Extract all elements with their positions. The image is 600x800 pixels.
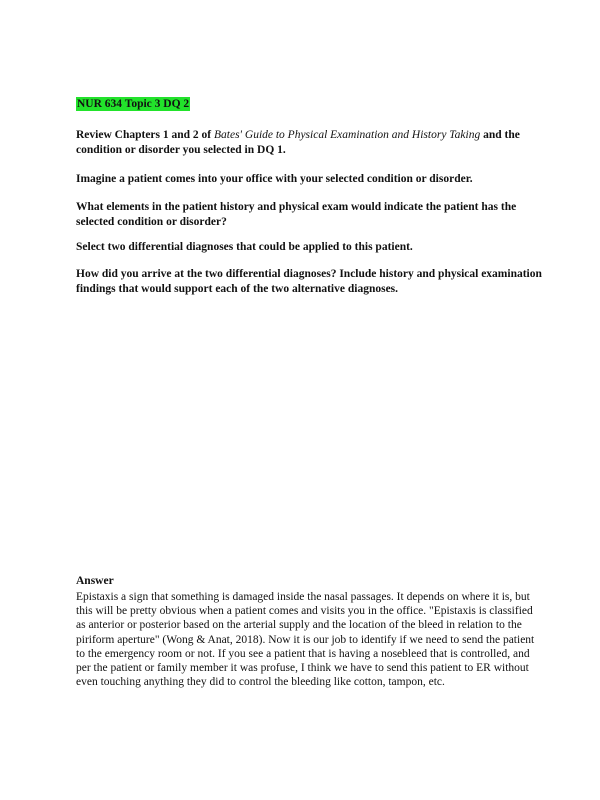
book-title: Bates' Guide to Physical Examination and History Taking [214, 129, 481, 141]
prompt-paragraph-elements: What elements in the patient history and physical exam would indicate the patient has the selected condition or disorder? [76, 201, 517, 228]
prompt-paragraph-imagine: Imagine a patient comes into your office with your selected condition or disorder. [76, 173, 473, 185]
answer-heading: Answer [76, 575, 114, 587]
answer-body: Epistaxis a sign that something is damaged inside the nasal passages. It depends on where it is, but this will be pretty obvious when a patient comes and visits you in the office. "Epistaxis is classified as anterior or posterior based on the arterial supply and the location of the bleed in relation to the piriform aperture" (Wong & Anat, 2018). Now it is our job to identify if we need to send the patient to the emergency room or not. If you see a patient that is having a nosebleed that is controlled, and per the patient or family member it was profuse, I think we have to send this patient to ER without even touching anything they did to control the bleeding like cotton, tampon, etc. [76, 591, 535, 689]
prompt-paragraph-review [76, 128, 546, 157]
prompt-paragraph-how: How did you arrive at the two differential diagnoses? Include history and physical examination findings that would support each of the two alternative diagnoses. [76, 268, 542, 295]
document-title: NUR 634 Topic 3 DQ 2 [77, 98, 190, 110]
prompt-review-suffix: and the condition or disorder you selected in DQ 1. [76, 129, 520, 156]
prompt-paragraph-differentials: Select two differential diagnoses that could be applied to this patient. [76, 241, 413, 253]
prompt-review-prefix: Review Chapters 1 and 2 of [76, 129, 214, 141]
